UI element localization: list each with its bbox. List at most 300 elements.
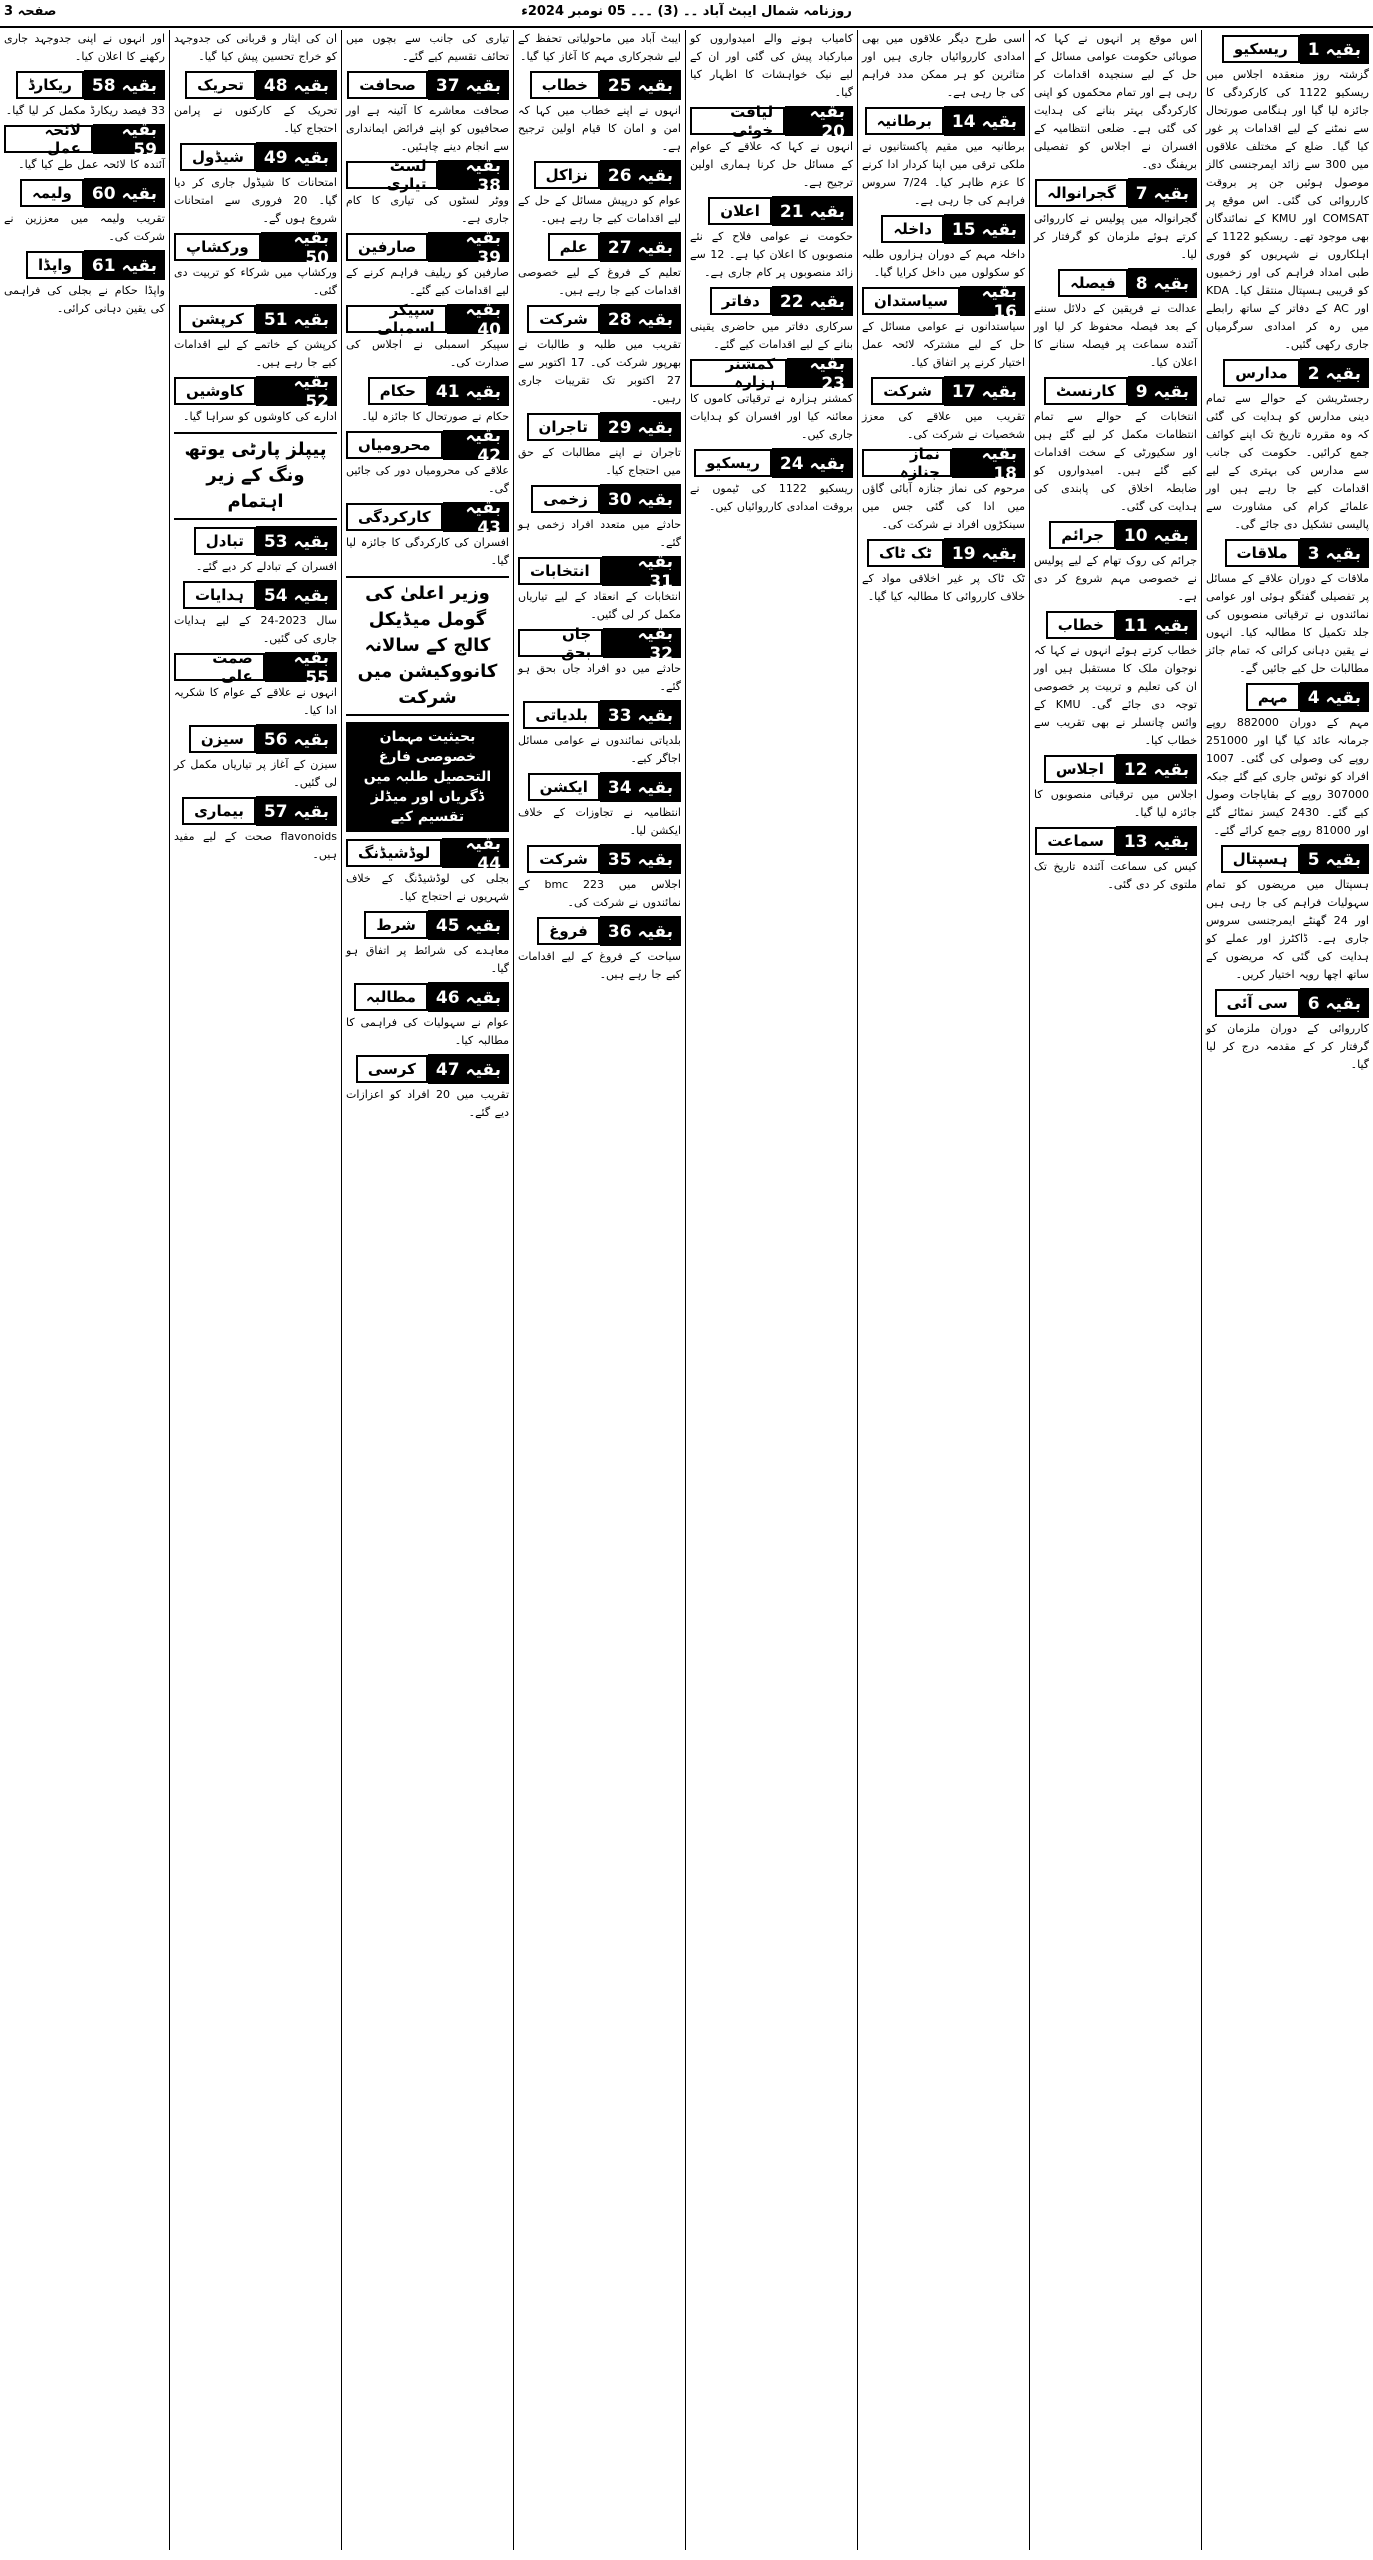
- article-block: [4, 70, 165, 120]
- continuation-title: خطاب: [530, 71, 600, 99]
- continuation-heading: [518, 772, 681, 802]
- article-text: کیس کی سماعت آئندہ تاریخ تک ملتوی کر دی گئی۔: [1034, 860, 1197, 891]
- continuation-heading: [346, 982, 509, 1012]
- continuation-title: جاں بحق: [518, 629, 603, 657]
- article-text: حادثے میں متعدد افراد زخمی ہو گئے۔: [518, 518, 681, 549]
- article-text: اس موقع پر انہوں نے کہا کہ صوبائی حکومت عوامی مسائل کے حل کے لیے سنجیدہ اقدامات کر رہی ہے اور تمام محکموں کو اپنی کارکردگی بہتر بنانے کی ہدایت کی گئی ہے۔ ضلعی انتظامیہ کے افسران نے اجلاس کو تفصیلی بریفنگ دی۔: [1034, 32, 1197, 171]
- continuation-number: بقیہ 50: [261, 232, 337, 262]
- continuation-number: بقیہ 54: [256, 580, 337, 610]
- continuation-heading: [518, 844, 681, 874]
- article-block: [1034, 520, 1197, 606]
- continuation-number: بقیہ 59: [93, 124, 165, 154]
- article-block: [862, 376, 1025, 444]
- continuation-title: کرپشن: [179, 305, 255, 333]
- continuation-heading: [4, 178, 165, 208]
- article-block: [862, 30, 1025, 102]
- article-block: [690, 448, 853, 516]
- continuation-heading: [174, 371, 337, 412]
- continuation-title: کرسی: [356, 1055, 428, 1083]
- continuation-number: بقیہ 31: [602, 556, 681, 586]
- continuation-number: بقیہ 13: [1116, 826, 1197, 856]
- article-text: سال 2023-24 کے لیے ہدایات جاری کی گئیں۔: [174, 614, 337, 645]
- article-block: [174, 371, 337, 426]
- article-text: ووٹر لسٹوں کی تیاری کا کام جاری ہے۔: [346, 194, 509, 225]
- column-3: [857, 30, 1029, 2550]
- article-block: [518, 623, 681, 696]
- continuation-title: کارنسٹ: [1044, 377, 1128, 405]
- article-block: [690, 286, 853, 354]
- continuation-number: بقیہ 45: [428, 910, 509, 940]
- continuation-title: ولیمہ: [20, 179, 84, 207]
- continuation-number: بقیہ 35: [600, 844, 681, 874]
- article-block: [346, 376, 509, 426]
- continuation-heading: [862, 106, 1025, 136]
- article-block: [1206, 538, 1369, 678]
- continuation-title: کارکردگی: [346, 503, 443, 531]
- article-block: [862, 443, 1025, 534]
- continuation-number: بقیہ 21: [772, 196, 853, 226]
- continuation-heading: [518, 484, 681, 514]
- continuation-number: بقیہ 19: [944, 538, 1025, 568]
- article-block: [174, 142, 337, 228]
- article-block: [174, 526, 337, 576]
- article-text: آئندہ کا لائحہ عمل طے کیا گیا۔: [18, 158, 165, 171]
- continuation-heading: [862, 443, 1025, 484]
- continuation-number: بقیہ 16: [960, 286, 1025, 316]
- continuation-number: بقیہ 57: [256, 796, 337, 826]
- article-text: انتخابات کے حوالے سے تمام انتظامات مکمل کر لیے گئے ہیں اور سکیورٹی کے سخت اقدامات کیے گئے ہیں۔ امیدواروں کو ضابطہ اخلاق کی پابندی کی ہدایت کی گئی۔: [1034, 410, 1197, 513]
- continuation-heading: [862, 538, 1025, 568]
- article-block: [518, 160, 681, 228]
- continuation-title: تاجران: [527, 413, 600, 441]
- continuation-title: ریسکیو: [1222, 35, 1300, 63]
- article-text: بجلی کی لوڈشیڈنگ کے خلاف شہریوں نے احتجاج کیا۔: [346, 872, 509, 903]
- article-text: مہم کے دوران 882000 روپے جرمانہ عائد کیا گیا اور 251000 روپے کی وصولی کی گئی۔ 1007 افراد کو نوٹس جاری کیے گئے جبکہ 307000 روپے کے بقایاجات وصول کیے گئے۔ 2430 کیسز نمٹائے گئے اور 81000 روپے جمع کرائے گئے۔: [1206, 716, 1369, 837]
- continuation-title: اعلان: [708, 197, 772, 225]
- article-block: [518, 304, 681, 408]
- article-block: [346, 982, 509, 1050]
- continuation-heading: [346, 227, 509, 268]
- continuation-number: بقیہ 36: [600, 916, 681, 946]
- continuation-heading: [346, 425, 509, 466]
- continuation-number: بقیہ 37: [428, 70, 509, 100]
- continuation-heading: [1034, 610, 1197, 640]
- feature-headline-youth-wing: پیپلز پارٹی یوتھ ونگ کے زیر اہتمام: [174, 432, 337, 520]
- continuation-title: لسٹ تیاری: [346, 161, 438, 189]
- article-text: انہوں نے علاقے کے عوام کا شکریہ ادا کیا۔: [174, 686, 337, 717]
- article-text: کرپشن کے خاتمے کے لیے اقدامات کیے جا رہے ہیں۔: [174, 338, 337, 369]
- continuation-heading: [862, 214, 1025, 244]
- continuation-number: بقیہ 15: [944, 214, 1025, 244]
- continuation-heading: [346, 497, 509, 538]
- continuation-number: بقیہ 48: [256, 70, 337, 100]
- article-text: جرائم کی روک تھام کے لیے پولیس نے خصوصی مہم شروع کر دی ہے۔: [1034, 554, 1197, 603]
- continuation-number: بقیہ 42: [443, 430, 509, 460]
- continuation-heading: [862, 281, 1025, 322]
- continuation-title: شرکت: [527, 845, 600, 873]
- continuation-title: بلدیاتی: [523, 701, 600, 729]
- continuation-number: بقیہ 52: [256, 376, 337, 406]
- continuation-heading: [518, 916, 681, 946]
- continuation-number: بقیہ 20: [785, 106, 853, 136]
- continuation-heading: [1206, 538, 1369, 568]
- continuation-number: بقیہ 8: [1128, 268, 1197, 298]
- article-text: حکومت نے عوامی فلاح کے نئے منصوبوں کا اعلان کیا ہے۔ 12 سے زائد منصوبوں پر کام جاری ہے۔: [690, 230, 853, 279]
- continuation-heading: [346, 299, 509, 340]
- article-text: واپڈا حکام نے بجلی کی فراہمی کی یقین دہانی کرائی۔: [4, 284, 165, 315]
- continuation-heading: [174, 227, 337, 268]
- article-text: انہوں نے کہا کہ علاقے کے عوام کے مسائل حل کرنا ہماری اولین ترجیح ہے۔: [690, 140, 853, 189]
- continuation-title: نماز جنازہ: [862, 449, 952, 477]
- article-text: مرحوم کی نماز جنازہ آبائی گاؤں میں ادا کی گئی جس میں سینکڑوں افراد نے شرکت کی۔: [862, 482, 1025, 531]
- article-text: flavonoids صحت کے لیے مفید ہیں۔: [174, 830, 337, 861]
- article-text: ملاقات کے دوران علاقے کے مسائل پر تفصیلی گفتگو ہوئی اور عوامی نمائندوں نے ترقیاتی منصوبوں کی جلد تکمیل کا مطالبہ کیا۔ انہوں نے یقین دہانی کرائی کہ تمام جائز مطالبات حل کیے جائیں گے۔: [1206, 572, 1369, 675]
- article-text: برطانیہ میں مقیم پاکستانیوں نے ملکی ترقی میں اپنا کردار ادا کرنے کا عزم ظاہر کیا۔ 7/24 سروس فراہم کی جا رہی ہے۔: [862, 140, 1025, 207]
- article-block: [518, 772, 681, 840]
- continuation-number: بقیہ 40: [447, 304, 509, 334]
- article-block: [518, 484, 681, 552]
- continuation-title: مہم: [1246, 683, 1300, 711]
- continuation-number: بقیہ 4: [1300, 682, 1369, 712]
- continuation-number: بقیہ 43: [443, 502, 509, 532]
- article-block: [690, 353, 853, 444]
- article-text: انتخابات کے انعقاد کے لیے تیاریاں مکمل کر لی گئیں۔: [518, 590, 681, 621]
- article-text: علاقے کی محرومیاں دور کی جائیں گی۔: [346, 464, 509, 495]
- continuation-heading: [518, 551, 681, 592]
- article-text: خطاب کرتے ہوئے انہوں نے کہا کہ نوجوان ملک کا مستقبل ہیں اور ان کی تعلیم و تربیت پر خصوصی توجہ دی جائے گی۔ KMU کے وائس چانسلر نے بھی تقریب سے خطاب کیا۔: [1034, 644, 1197, 747]
- continuation-title: خطاب: [1046, 611, 1116, 639]
- article-text: عدالت نے فریقین کے دلائل سننے کے بعد فیصلہ محفوظ کر لیا اور آئندہ سماعت پر فیصلہ سنانے کا اعلان کیا۔: [1034, 302, 1197, 369]
- continuation-title: علم: [548, 233, 600, 261]
- continuation-heading: [518, 232, 681, 262]
- continuation-title: ملاقات: [1225, 539, 1300, 567]
- article-block: [518, 232, 681, 300]
- continuation-title: حکام: [368, 377, 428, 405]
- continuation-number: بقیہ 22: [772, 286, 853, 316]
- continuation-number: بقیہ 18: [952, 448, 1025, 478]
- article-block: [174, 647, 337, 720]
- continuation-number: بقیہ 38: [438, 160, 509, 190]
- column-6: [341, 30, 513, 2550]
- article-text: سیزن کے آغاز پر تیاریاں مکمل کر لی گئیں۔: [174, 758, 337, 789]
- article-text: تیاری کی جانب سے بچوں میں تحائف تقسیم کیے گئے۔: [346, 32, 509, 63]
- column-5: [513, 30, 685, 2550]
- article-text: اسی طرح دیگر علاقوں میں بھی امدادی کارروائیاں جاری ہیں اور متاثرین کو ہر ممکن مدد فراہم کی جا رہی ہے۔: [862, 32, 1025, 99]
- continuation-number: بقیہ 49: [256, 142, 337, 172]
- article-block: [690, 101, 853, 192]
- continuation-number: بقیہ 3: [1300, 538, 1369, 568]
- continuation-title: صارفین: [346, 233, 428, 261]
- continuation-heading: [690, 101, 853, 142]
- article-text: سیاستدانوں نے عوامی مسائل کے حل کے لیے مشترکہ لائحہ عمل اختیار کرنے پر اتفاق کیا۔: [862, 320, 1025, 369]
- continuation-number: بقیہ 33: [600, 700, 681, 730]
- article-text: اجلاس میں bmc 223 کے نمائندوں نے شرکت کی۔: [518, 878, 681, 909]
- continuation-title: سیاستدان: [862, 287, 960, 315]
- article-text: ایبٹ آباد میں ماحولیاتی تحفظ کے لیے شجرکاری مہم کا آغاز کیا گیا۔: [518, 32, 681, 63]
- article-text: سپیکر اسمبلی نے اجلاس کی صدارت کی۔: [346, 338, 509, 369]
- article-text: حکام نے صورتحال کا جائزہ لیا۔: [361, 410, 509, 423]
- continuation-heading: [690, 448, 853, 478]
- continuation-heading: [1206, 358, 1369, 388]
- continuation-number: بقیہ 6: [1300, 988, 1369, 1018]
- continuation-heading: [174, 580, 337, 610]
- article-block: [862, 106, 1025, 210]
- article-text: ان کی ایثار و قربانی کی جدوجہد کو خراج تحسین پیش کیا گیا۔: [174, 32, 337, 63]
- article-block: [862, 281, 1025, 372]
- article-block: [346, 30, 509, 66]
- article-text: رجسٹریشن کے حوالے سے تمام دینی مدارس کو ہدایت کی گئی کہ وہ مقررہ تاریخ تک اپنے کوائف جمع کرائیں۔ حکومت کی جانب سے مدارس کی بہتری کے لیے اقدامات کیے جا رہے ہیں اور علمائے کرام کی مشاورت سے پالیسی تشکیل دی جائے گی۔: [1206, 392, 1369, 531]
- article-text: 33 فیصد ریکارڈ مکمل کر لیا گیا۔: [5, 104, 165, 117]
- continuation-heading: [4, 250, 165, 280]
- continuation-title: سپیکر اسمبلی: [346, 305, 447, 333]
- article-text: گجرانوالہ میں پولیس نے کارروائی کرتے ہوئے ملزمان کو گرفتار کر لیا۔: [1034, 212, 1197, 261]
- continuation-title: برطانیہ: [865, 107, 944, 135]
- article-block: [518, 412, 681, 480]
- continuation-title: مطالبہ: [354, 983, 428, 1011]
- continuation-heading: [690, 196, 853, 226]
- continuation-number: بقیہ 32: [603, 628, 681, 658]
- continuation-heading: [1034, 178, 1197, 208]
- article-text: تقریب میں علاقے کی معزز شخصیات نے شرکت کی۔: [862, 410, 1025, 441]
- continuation-title: لیاقت خوئی: [690, 107, 785, 135]
- continuation-heading: [346, 1054, 509, 1084]
- article-block: [1034, 376, 1197, 516]
- continuation-title: کاوشیں: [174, 377, 256, 405]
- continuation-heading: [4, 70, 165, 100]
- article-block: [1206, 682, 1369, 840]
- continuation-title: شرکت: [527, 305, 600, 333]
- article-block: [346, 910, 509, 978]
- continuation-title: صحافت: [347, 71, 428, 99]
- continuation-title: صمت علی: [174, 653, 265, 681]
- article-text: صارفین کو ریلیف فراہم کرنے کے لیے اقدامات کیے گئے۔: [346, 266, 509, 297]
- article-block: [346, 833, 509, 906]
- article-text: تعلیم کے فروغ کے لیے خصوصی اقدامات کیے جا رہے ہیں۔: [518, 266, 681, 297]
- article-text: اجلاس میں ترقیاتی منصوبوں کا جائزہ لیا گیا۔: [1034, 788, 1197, 819]
- article-text: افسران کی کارکردگی کا جائزہ لیا گیا۔: [346, 536, 509, 567]
- continuation-title: فیصلہ: [1058, 269, 1128, 297]
- article-block: [346, 227, 509, 300]
- continuation-title: دفاتر: [710, 287, 772, 315]
- column-4: [685, 30, 857, 2550]
- article-block: [862, 538, 1025, 606]
- continuation-number: بقیہ 11: [1116, 610, 1197, 640]
- continuation-number: بقیہ 28: [600, 304, 681, 334]
- article-text: معاہدے کی شرائط پر اتفاق ہو گیا۔: [346, 944, 509, 975]
- continuation-number: بقیہ 9: [1128, 376, 1197, 406]
- article-block: [1206, 34, 1369, 354]
- continuation-title: لوڈشیڈنگ: [346, 839, 442, 867]
- article-block: [518, 70, 681, 156]
- continuation-number: بقیہ 2: [1300, 358, 1369, 388]
- article-text: ورکشاپ میں شرکاء کو تربیت دی گئی۔: [174, 266, 337, 297]
- article-text: انتظامیہ نے تجاوزات کے خلاف ایکشن لیا۔: [518, 806, 681, 837]
- continuation-number: بقیہ 51: [256, 304, 337, 334]
- continuation-number: بقیہ 23: [787, 358, 853, 388]
- article-text: تاجران نے اپنے مطالبات کے حق میں احتجاج کیا۔: [518, 446, 681, 477]
- continuation-heading: [174, 142, 337, 172]
- continuation-title: انتخابات: [518, 557, 602, 585]
- continuation-number: بقیہ 47: [428, 1054, 509, 1084]
- continuation-title: محرومیاں: [346, 431, 443, 459]
- article-text: امتحانات کا شیڈول جاری کر دیا گیا۔ 20 فروری سے امتحانات شروع ہوں گے۔: [174, 176, 337, 225]
- continuation-number: بقیہ 56: [256, 724, 337, 754]
- column-7: [169, 30, 341, 2550]
- article-text: بلدیاتی نمائندوں نے عوامی مسائل اجاگر کیے۔: [518, 734, 681, 765]
- column-8: [0, 30, 169, 2550]
- continuation-title: ورکشاپ: [174, 233, 261, 261]
- continuation-title: شرط: [364, 911, 428, 939]
- article-block: [174, 724, 337, 792]
- continuation-number: بقیہ 26: [600, 160, 681, 190]
- article-block: [346, 497, 509, 570]
- article-block: [4, 30, 165, 66]
- continuation-title: تحریک: [185, 71, 256, 99]
- article-block: [346, 1054, 509, 1122]
- continuation-number: بقیہ 27: [600, 232, 681, 262]
- continuation-heading: [1034, 520, 1197, 550]
- continuation-number: بقیہ 61: [84, 250, 165, 280]
- continuation-title: ریکارڈ: [16, 71, 84, 99]
- article-text: ادارے کی کاوشوں کو سراہا گیا۔: [183, 410, 337, 423]
- article-block: [518, 916, 681, 984]
- continuation-heading: [346, 70, 509, 100]
- continuation-title: ریسکیو: [694, 449, 772, 477]
- article-text: داخلہ مہم کے دوران ہزاروں طلبہ کو سکولوں میں داخل کرایا گیا۔: [862, 248, 1025, 279]
- article-block: [174, 796, 337, 864]
- article-text: اور انہوں نے اپنی جدوجہد جاری رکھنے کا اعلان کیا۔: [4, 32, 165, 63]
- continuation-heading: [518, 304, 681, 334]
- article-text: ہسپتال میں مریضوں کو تمام سہولیات فراہم کی جا رہی ہیں اور 24 گھنٹے ایمرجنسی سروس جاری ہے۔ ڈاکٹرز اور عملے کو ہدایت کی گئی کہ مریضوں کے ساتھ اچھا رویہ اختیار کریں۔: [1206, 878, 1369, 981]
- continuation-title: داخلہ: [881, 215, 944, 243]
- continuation-heading: [174, 304, 337, 334]
- continuation-title: واپڈا: [26, 251, 84, 279]
- article-block: [518, 700, 681, 768]
- continuation-title: جرائم: [1049, 521, 1116, 549]
- article-block: [690, 30, 853, 102]
- article-text: تحریک کے کارکنوں نے پرامن احتجاج کیا۔: [174, 104, 337, 135]
- continuation-heading: [1206, 34, 1369, 64]
- continuation-heading: [174, 724, 337, 754]
- article-block: [346, 155, 509, 228]
- continuation-heading: [518, 70, 681, 100]
- continuation-number: بقیہ 41: [428, 376, 509, 406]
- continuation-heading: [518, 700, 681, 730]
- article-text: سیاحت کے فروغ کے لیے اقدامات کیے جا رہے ہیں۔: [518, 950, 681, 981]
- continuation-number: بقیہ 44: [442, 838, 509, 868]
- article-block: [1034, 178, 1197, 264]
- continuation-heading: [346, 155, 509, 196]
- continuation-number: بقیہ 12: [1116, 754, 1197, 784]
- feature-headline-convocation: وزیر اعلیٰ کی گومل میڈیکل کالج کے سالانہ کانووکیشن میں شرکت: [346, 576, 509, 716]
- continuation-number: بقیہ 1: [1300, 34, 1369, 64]
- continuation-number: بقیہ 7: [1128, 178, 1197, 208]
- continuation-number: بقیہ 58: [84, 70, 165, 100]
- article-block: [174, 70, 337, 138]
- article-block: [174, 580, 337, 648]
- article-text: تقریب میں طلبہ و طالبات نے بھرپور شرکت کی۔ 17 اکتوبر سے 27 اکتوبر تک تقریبات جاری رہیں۔: [518, 338, 681, 405]
- continuation-heading: [174, 796, 337, 826]
- continuation-number: بقیہ 10: [1116, 520, 1197, 550]
- article-block: [1034, 610, 1197, 750]
- continuation-heading: [690, 286, 853, 316]
- article-block: [4, 119, 165, 174]
- article-block: [1034, 754, 1197, 822]
- continuation-heading: [346, 833, 509, 874]
- continuation-heading: [1206, 844, 1369, 874]
- article-text: کامیاب ہونے والے امیدواروں کو مبارکباد پیش کی گئی اور ان کے لیے نیک خواہشات کا اظہار کیا گیا۔: [690, 32, 853, 99]
- article-block: [1034, 826, 1197, 894]
- continuation-heading: [1034, 268, 1197, 298]
- article-text: افسران کے تبادلے کر دیے گئے۔: [195, 560, 337, 573]
- continuation-title: نزاکل: [534, 161, 600, 189]
- continuation-title: مدارس: [1223, 359, 1299, 387]
- continuation-heading: [862, 376, 1025, 406]
- article-text: گزشتہ روز منعقدہ اجلاس میں ریسکیو 1122 کی کارکردگی کا جائزہ لیا گیا اور ہنگامی صورتحال سے نمٹنے کے لیے اقدامات پر غور کیا گیا۔ ضلع کے مختلف علاقوں میں 300 سے زائد ایمرجنسی کالز موصول ہوئیں جن پر بروقت کارروائی کی گئی۔ اس موقع پر COMSAT اور KMU کے نمائندگان بھی موجود تھے۔ ریسکیو 1122 کے اہلکاروں نے شہریوں کو فوری طبی امداد فراہم کی اور زخمیوں کو قریبی ہسپتال منتقل کیا۔ KDA اور AC کے دفاتر کے ساتھ رابطے میں رہ کر امدادی سرگرمیاں جاری رکھی گئیں۔: [1206, 68, 1370, 351]
- continuation-title: شرکت: [871, 377, 944, 405]
- continuation-heading: [346, 910, 509, 940]
- article-block: [4, 250, 165, 318]
- article-text: صحافت معاشرے کا آئینہ ہے اور صحافیوں کو اپنے فرائض ایمانداری سے انجام دینے چاہئیں۔: [346, 104, 509, 153]
- continuation-heading: [518, 623, 681, 664]
- article-text: تقریب میں 20 افراد کو اعزازات دیے گئے۔: [346, 1088, 510, 1119]
- article-block: [1206, 358, 1369, 534]
- article-block: [1206, 988, 1369, 1074]
- continuation-number: بقیہ 14: [944, 106, 1025, 136]
- continuation-title: لائحہ عمل: [4, 125, 93, 153]
- continuation-title: بیماری: [182, 797, 256, 825]
- continuation-title: زخمی: [531, 485, 600, 513]
- article-block: [1206, 844, 1369, 984]
- article-block: [4, 178, 165, 246]
- continuation-title: سماعت: [1035, 827, 1116, 855]
- continuation-title: ہدایات: [183, 581, 256, 609]
- continuation-title: شیڈول: [180, 143, 256, 171]
- article-block: [174, 227, 337, 300]
- continuation-number: بقیہ 17: [944, 376, 1025, 406]
- article-text: حادثے میں دو افراد جاں بحق ہو گئے۔: [518, 662, 681, 693]
- continuation-heading: [1206, 988, 1369, 1018]
- column-2: [1029, 30, 1201, 2550]
- continuation-title: ٹک ٹاک: [867, 539, 944, 567]
- continuation-heading: [690, 353, 853, 394]
- continuation-number: بقیہ 55: [265, 652, 337, 682]
- article-block: [1034, 268, 1197, 372]
- continuation-title: ایکشن: [528, 773, 600, 801]
- continuation-number: بقیہ 30: [600, 484, 681, 514]
- article-text: ٹک ٹاک پر غیر اخلاقی مواد کے خلاف کارروائی کا مطالبہ کیا گیا۔: [862, 572, 1025, 603]
- continuation-title: تبادل: [194, 527, 256, 555]
- article-text: عوام کو درپیش مسائل کے حل کے لیے اقدامات کیے جا رہے ہیں۔: [518, 194, 681, 225]
- article-text: انہوں نے اپنے خطاب میں کہا کہ امن و امان کا قیام اولین ترجیح ہے۔: [518, 104, 681, 153]
- article-block: [174, 30, 337, 66]
- article-text: کارروائی کے دوران ملزمان کو گرفتار کر کے مقدمہ درج کر لیا گیا۔: [1206, 1022, 1369, 1071]
- continuation-number: بقیہ 53: [256, 526, 337, 556]
- feature-subheadline: بحیثیت مہمان خصوصی فارغ التحصیل طلبہ میں ڈگریاں اور میڈلز تقسیم کیے: [346, 722, 509, 832]
- continuation-heading: [4, 119, 165, 160]
- article-block: [690, 196, 853, 282]
- continuation-heading: [1206, 682, 1369, 712]
- continuation-number: بقیہ 25: [600, 70, 681, 100]
- continuation-title: ہسپتال: [1221, 845, 1300, 873]
- continuation-number: بقیہ 46: [428, 982, 509, 1012]
- article-text: ریسکیو 1122 کی ٹیموں نے بروقت امدادی کارروائیاں کیں۔: [690, 482, 853, 513]
- continuation-heading: [518, 412, 681, 442]
- page-number: صفحہ 3: [4, 4, 57, 19]
- continuation-title: سی آئی: [1215, 989, 1300, 1017]
- article-text: عوام نے سہولیات کی فراہمی کا مطالبہ کیا۔: [346, 1016, 509, 1047]
- continuation-number: بقیہ 60: [84, 178, 165, 208]
